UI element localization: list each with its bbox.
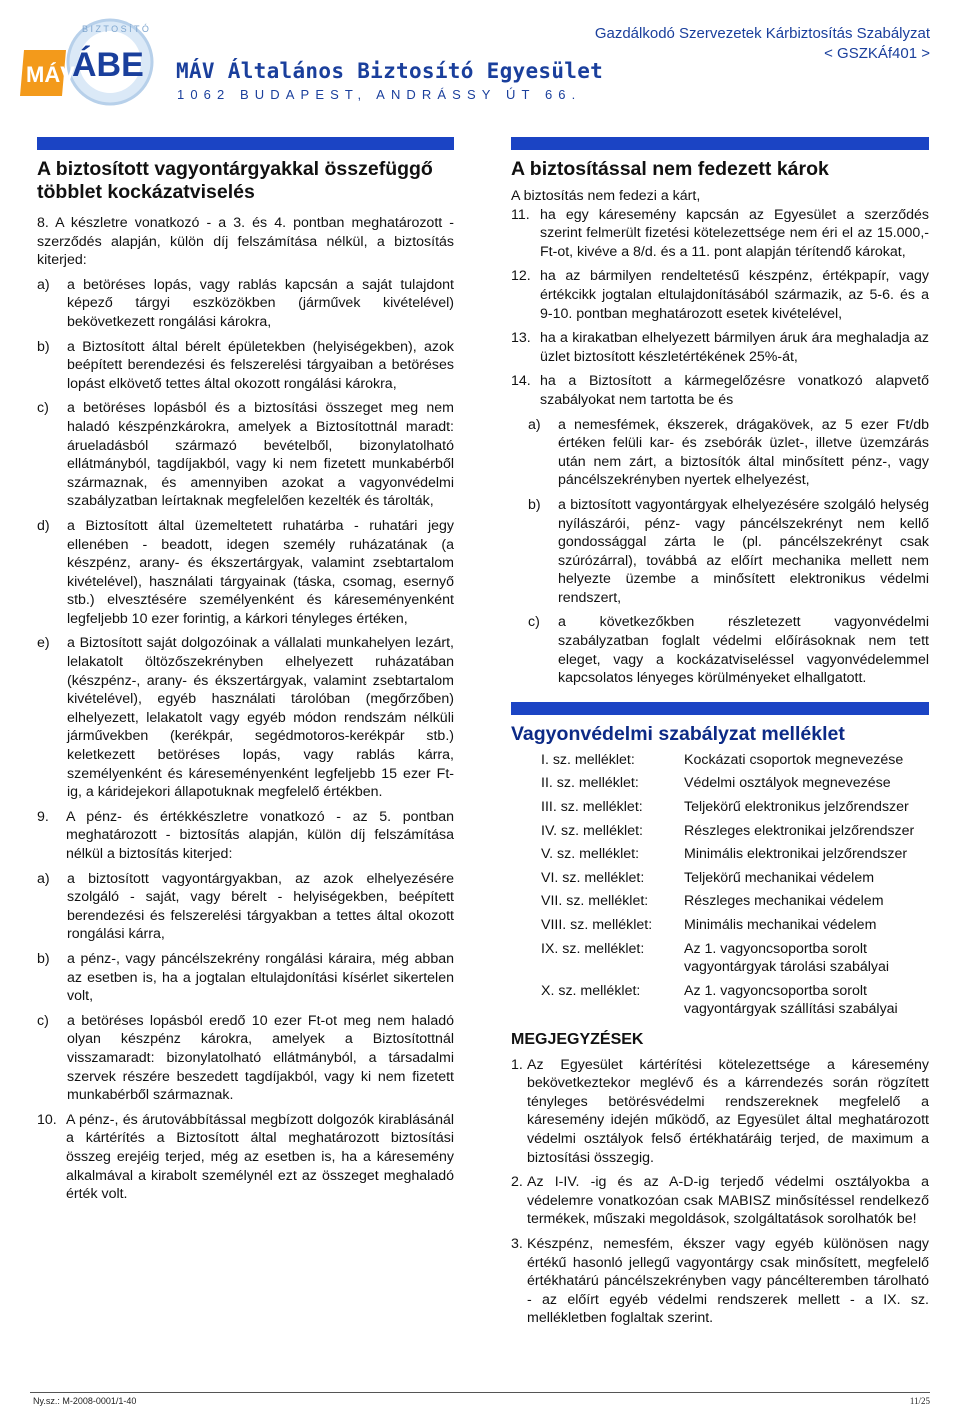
notes-heading: MEGJEGYZÉSEK [511, 1030, 644, 1048]
exclusions-intro: A biztosítás nem fedezi a kárt, [511, 188, 701, 204]
organization-address: 1062 BUDAPEST, ANDRÁSSY ÚT 66. [177, 87, 582, 102]
document-title: Gazdálkodó Szervezetek Kárbiztosítás Szabályzat [594, 25, 930, 42]
organization-name: MÁV Általános Biztosító Egyesület [176, 59, 604, 83]
annex-row: VII. sz. melléklet: Részleges mechanikai védelem [541, 893, 884, 910]
list-item: b) a biztosított vagyontárgyak elhelyezésére szolgáló helység nyílászárói, pénz- vagy páncélszekrényt nem kellő gondossággal zárta le (pl. páncélszekrényt csak szúrózárral), továbbá az előírt mechanika mellett nem helyezte üzembe a minősített elektronikus védelmi rendszert, [528, 496, 929, 606]
list-item: b) a Biztosított által bérelt épületekben (helyiségekben), azok beépített berendezési és felszerelési tárgyaiban a betöréses lopást elkövető tettes által okozott rongálási károkra, [37, 338, 454, 392]
list-item: 13. ha a kirakatban elhelyezett bármilyen áruk ára meghaladja az üzlet biztosított készletértékének 25%-át, [511, 330, 929, 365]
footer-document-number: Ny.sz.: M-2008-0001/1-40 [33, 1396, 137, 1406]
left-column [37, 137, 454, 1204]
section-bar [37, 137, 454, 150]
svg-text:MÁV: MÁV [26, 62, 75, 87]
annex-row: V. sz. melléklet: Minimális elektronikai jelzőrendszer [541, 846, 908, 863]
section-heading: Vagyonvédelmi szabályzat melléklet [511, 722, 845, 745]
list-item: c) a következőkben részletezett vagyonvédelmi szabályzatban foglalt védelmi előírásoknak nem tett eleget, vagy a kockázatviseléssel vagyonvédelemmel kapcsolatos lényeges körülményeket elhallgatott. [528, 614, 929, 687]
list-item: c) a betöréses lopásból eredő 10 ezer Ft-ot meg nem haladó olyan készpénz károkra, amelyek a Biztosítottnál visszamaradt: bizonylatolható ellátmányból, a társadalmi szervek részére beszedett tagdíjakból, vagy ki nem fizetett munkabérből származnak. [37, 1012, 454, 1104]
mav-abe-logo [20, 16, 190, 108]
list-item: 11. ha egy káresemény kapcsán az Egyesület a szerződés szerint felmerült fizetési kötelezettsége nem éri el az 15.000,-Ft-ot, kivéve a 8/d. és a 11. pont alapján térítendő károkat, [511, 206, 929, 260]
list-item: b) a pénz-, vagy páncélszekrény rongálási káraira, még abban az esetben is, ha a jogtalan eltulajdonítási kísérlet sikertelen volt, [37, 950, 454, 1005]
paragraph-10: 10. A pénz-, és árutovábbítással megbízott dolgozók kirablásánál a kártérítés a Biztosított által meghatározott biztosítási összeg erejéig terjed, még az esetben is, ha a káresemény alkalmával a kirabolt személynél ezt az összeget meghaladó érték volt. [37, 1111, 454, 1203]
note-item: 1. Az Egyesület kártérítési kötelezettsége a káresemény bekövetkeztekor meglévő és a kárrendezés során rögzített tényleges betörésvédelmi rendszereknek megfelelő a káresemény idején működő, az Egyesület által meghatározott védelmi osztályok felső értékhatáráig terjed, de maximum a biztosítási összegig. [511, 1056, 929, 1166]
annex-row: IV. sz. melléklet: Részleges elektronikai jelzőrendszer [541, 822, 915, 839]
list-item: a) a nemesfémek, ékszerek, drágakövek, az 5 ezer Ft/db értéken felüli kar- és zsebórák üzlet-, illetve üzemzárás után nem zárt, a biztosítók által minősített pénz-, vagy páncélszekrényben nyertek elhelyezést, [528, 416, 929, 489]
document-code: < GSZKÁf401 > [824, 45, 930, 62]
annex-row: X. sz. melléklet: Az 1. vagyoncsoportba sorolt vagyontárgyak szállítási szabályai [541, 982, 898, 1018]
list-item: d) a Biztosított által üzemeltetett ruhatárba - ruhatári jegy ellenében - beadott, idegen személy ruházatának (a készpénz, arany- és ékszertárgyak, valamint zsebtartalom kivételével), használati tárgyainak (táska, csomag, esernyő stb.) elvesztésére személyenként és káreseményenként legfeljebb 10 ezer forintig, a kárkori tényleges értéken, [37, 517, 454, 627]
section-bar [511, 702, 929, 715]
svg-text:ÁBE: ÁBE [72, 46, 144, 84]
note-item: 2. Az I-IV. -ig és az A-D-ig terjedő védelmi osztályokba a védelemre vonatkozóan csak MABISZ minősítéssel rendelkező termékek, műszaki megoldások, szolgáltatások sorolhatók be! [511, 1174, 929, 1228]
page-number: 11/25 [909, 1396, 930, 1406]
right-column [511, 137, 929, 1328]
footer-divider [30, 1392, 930, 1393]
annex-row: I. sz. melléklet: Kockázati csoportok megnevezése [541, 751, 904, 768]
page-header [0, 0, 960, 120]
paragraph-8-intro: 8. A készletre vonatkozó - a 3. és 4. pontban meghatározott - szerződés alapján, külön díj felszámítása nélkül, a biztosítás kiterjed: [37, 215, 454, 269]
note-item: 3. Készpénz, nemesfém, ékszer vagy egyéb különösen nagy értékű hasonló jellegű vagyontárgy csak minősített, megfelelő értékhatárú páncélszekrényben vagy páncélteremben tárolható - az előírt egyéb védelmi rendszerek mellett - a IX. sz. mellékletben foglaltak szerint. [511, 1235, 929, 1327]
annex-row: III. sz. melléklet: Teljekörű elektronikus jelzőrendszer [541, 799, 909, 816]
list-item: e) a Biztosított saját dolgozóinak a vállalati munkahelyen lezárt, lelakatolt öltözőszekrényben elhelyezett ruházatában (készpénz-, arany- és ékszertárgyak, valamint zsebtartalom kivételével), egyéb használati tárolóban (megőrzőben) elhelyezett, lelakatolt vagy egyéb módon rendszám nélküli járművekben (kerékpár, segédmotoros-kerékpár stb.) keletkezett betöréses lopás, vagy rablás kárra, személyenként és káreseményenként legfeljebb 15 ezer Ft-ig, a káridejekori állapotuknak megfelelő értékben. [37, 635, 454, 801]
section-heading: A biztosítással nem fedezett károk [511, 158, 829, 180]
annex-row: II. sz. melléklet: Védelmi osztályok megnevezése [541, 775, 891, 792]
annex-row: VIII. sz. melléklet: Minimális mechanikai védelem [541, 917, 877, 933]
svg-text:B I Z T O S Í T Ó: B I Z T O S Í T Ó [82, 24, 149, 34]
list-item: c) a betöréses lopásból és a biztosítási összeget meg nem haladó készpénzkárokra, amelyek a Biztosítottnál maradt: árueladásból származó bevételből, bizonylatolható ellátmányból, tagdíjakból, vagy ki nem fizetett munkabérből származnak, és amennyiben azokat a vagyonvédelmi szabályzatban leírtaknak megfelelően kezelték és tárolták, [37, 400, 454, 510]
list-item: 14. ha a Biztosított a kármegelőzésre vonatkozó alapvető szabályokat nem tartotta be és [511, 373, 929, 408]
annex-row: VI. sz. melléklet: Teljekörű mechanikai védelem [541, 869, 875, 886]
list-item: a) a biztosított vagyontárgyakban, az azok elhelyezésére szolgáló - saját, vagy bérelt - helyiségekben, beépített berendezési és felszerelési tárgyakban a tettes által okozott rongálási kárra, [37, 870, 454, 943]
section-heading: A biztosított vagyontárgyakkal összefüggő többlet kockázatviselés [37, 158, 433, 203]
paragraph-9: 9. A pénz- és értékkészletre vonatkozó - az 5. pontban meghatározott - biztosítás alapján, külön díj felszámítása nélkül a biztosítás kiterjed: [37, 808, 454, 862]
list-item: a) a betöréses lopás, vagy rablás kapcsán a saját tulajdont képező tárgyi eszközökben (járművek kivételével) bekövetkezett rongálási károkra, [37, 276, 454, 330]
section-bar [511, 137, 929, 150]
annex-row: IX. sz. melléklet: Az 1. vagyoncsoportba sorolt vagyontárgyak tárolási szabályai [541, 940, 890, 976]
list-item: 12. ha az bármilyen rendeltetésű készpénz, értékpapír, vagy értékcikk jogtalan eltulajdonításából származik, az 5-6. és a 9-10. pontban meghatározott esetek kivételével, [511, 268, 929, 322]
